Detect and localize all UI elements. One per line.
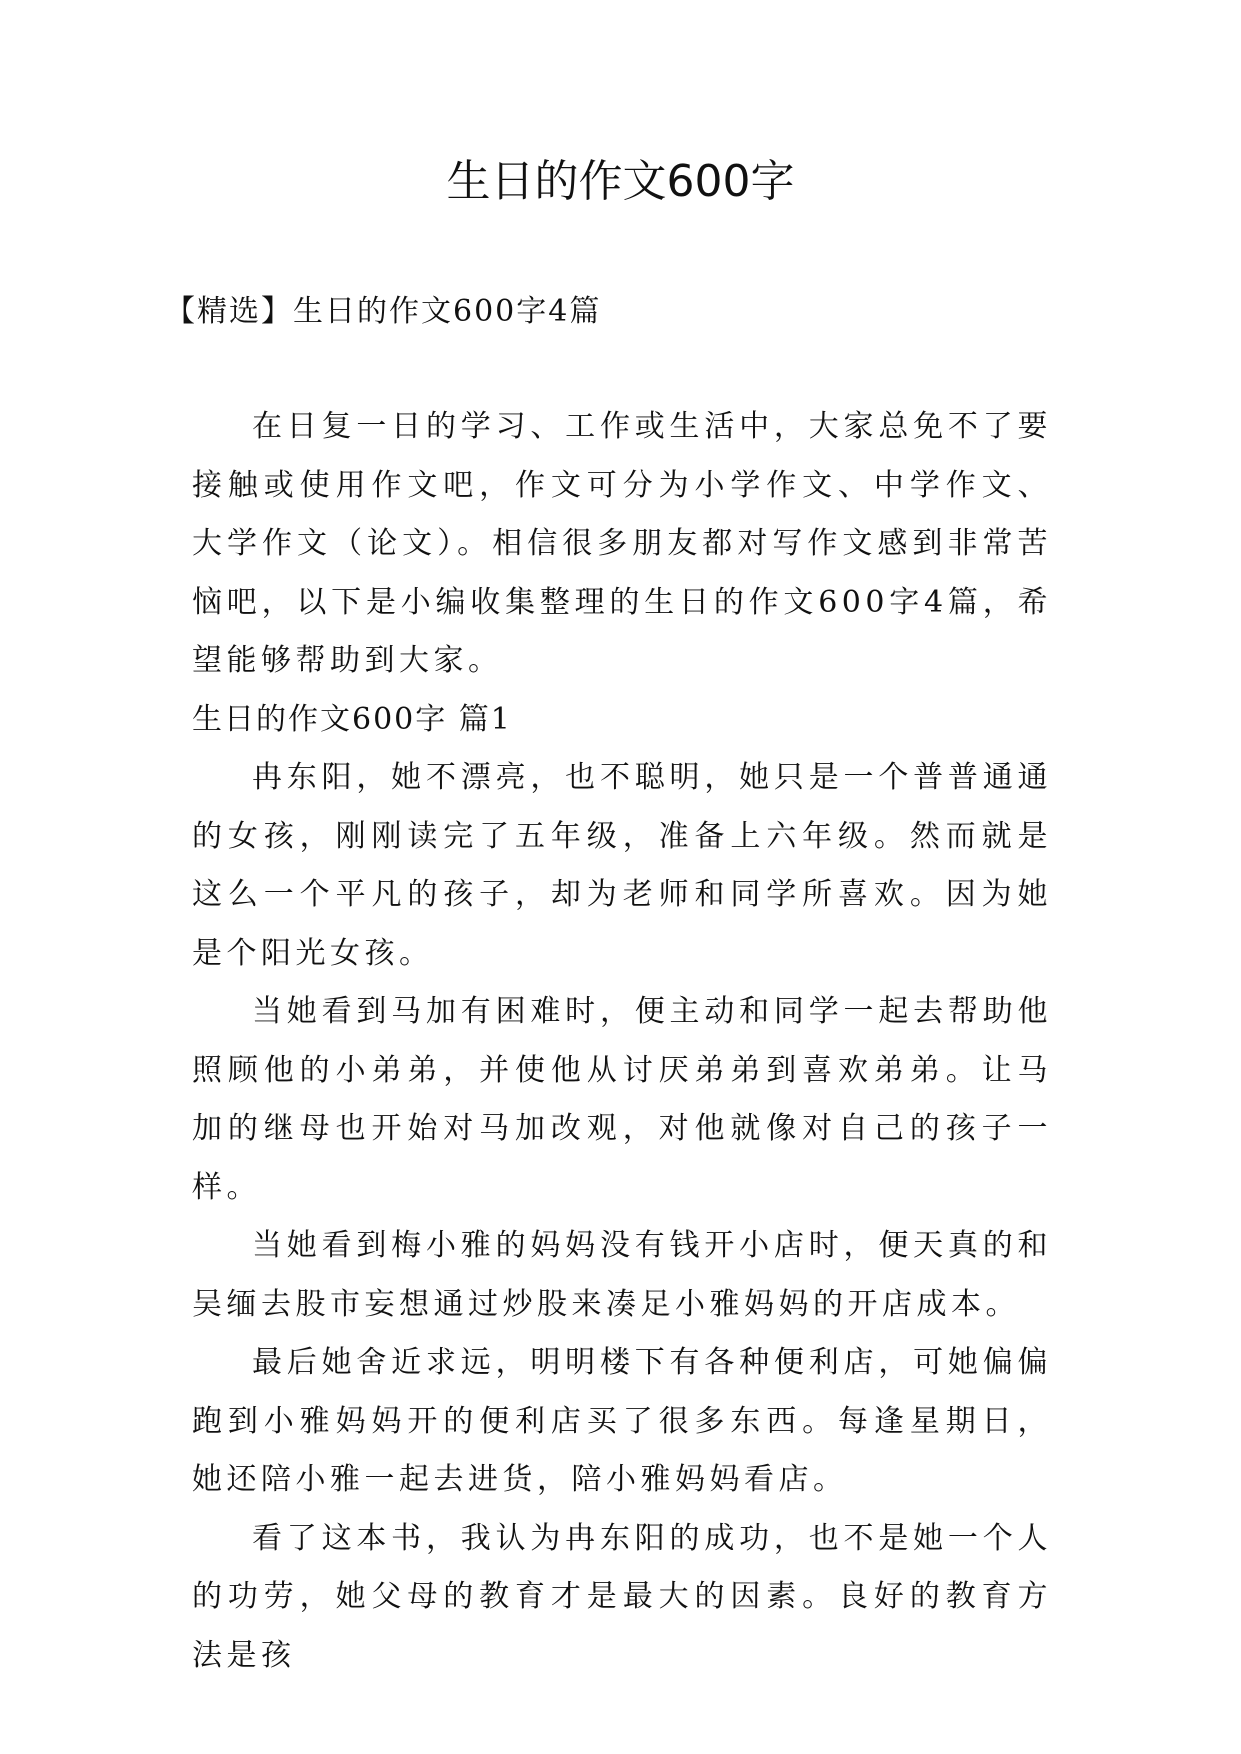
- intro-paragraph: 在日复一日的学习、工作或生活中，大家总免不了要接触或使用作文吧，作文可分为小学作文、中学作文、大学作文（论文）。相信很多朋友都对写作文感到非常苦恼吧，以下是小编收集整理的生日的作文600字4篇，希望能够帮助到大家。: [192, 409, 1052, 678]
- document-subtitle: 【精选】生日的作文600字4篇: [165, 294, 602, 329]
- body-paragraph: 看了这本书，我认为冉东阳的成功，也不是她一个人的功劳，她父母的教育才是最大的因素。良好的教育方法是孩: [192, 1520, 1052, 1673]
- document-body: [192, 398, 1052, 1685]
- body-paragraph: 冉东阳，她不漂亮，也不聪明，她只是一个普普通通的女孩，刚刚读完了五年级，准备上六年级。然而就是这么一个平凡的孩子，却为老师和同学所喜欢。因为她是个阳光女孩。: [192, 760, 1052, 971]
- body-paragraph: 当她看到马加有困难时，便主动和同学一起去帮助他照顾他的小弟弟，并使他从讨厌弟弟到喜欢弟弟。让马加的继母也开始对马加改观，对他就像对自己的孩子一样。: [192, 994, 1052, 1205]
- body-paragraph: 当她看到梅小雅的妈妈没有钱开小店时，便天真的和吴缅去股市妄想通过炒股来凑足小雅妈妈的开店成本。: [192, 1228, 1052, 1322]
- section-heading: 生日的作文600字 篇1: [192, 701, 512, 737]
- document-title: 生日的作文600字: [446, 156, 795, 207]
- body-paragraph: 最后她舍近求远，明明楼下有各种便利店，可她偏偏跑到小雅妈妈开的便利店买了很多东西。每逢星期日，她还陪小雅一起去进货，陪小雅妈妈看店。: [192, 1345, 1052, 1497]
